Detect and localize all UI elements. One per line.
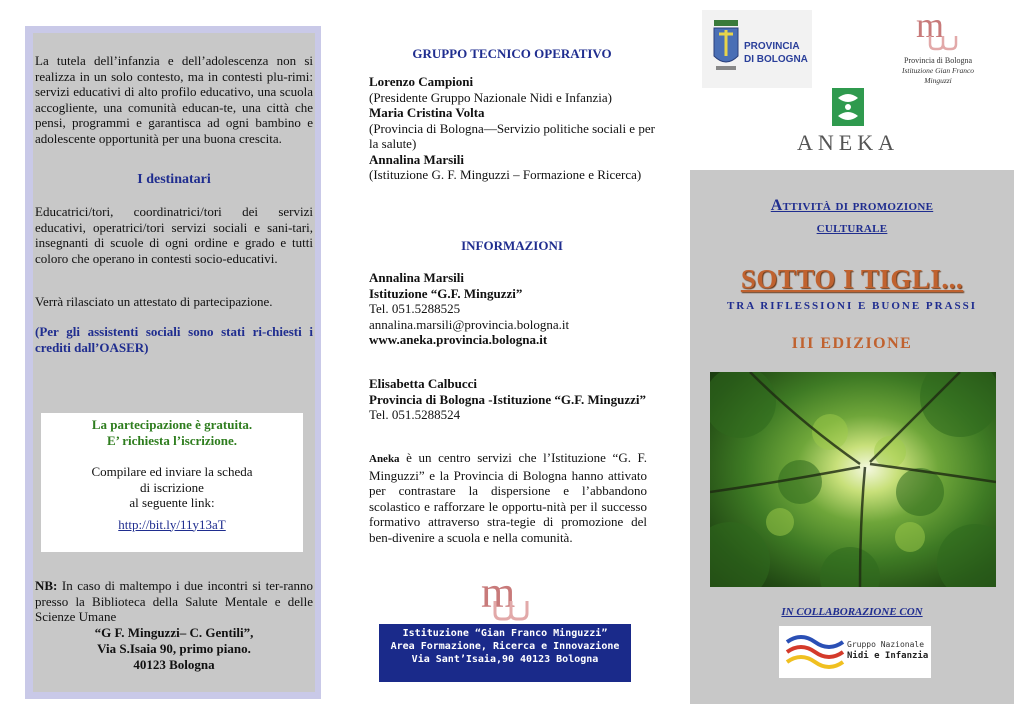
attestato-text: Verrà rilasciato un attestato di partecipazione. — [35, 294, 273, 309]
venue-name: “G F. Minguzzi– C. Gentili”, — [94, 625, 254, 640]
collaboration-label: IN COLLABORAZIONE CON — [781, 606, 923, 618]
intro-text: La tutela dell’infanzia e dell’adolescenza non si realizza in un solo contesto, ma in contesti plu-rimi: servizi educativi di alto profilo educativo, una scuola accogliente, una comunità educan-te, una città che pensi, programmi e garantisca ad ogni bambino e adolescente opportunità per una buona crescita. — [35, 53, 313, 146]
gruppo-waves-icon — [785, 632, 847, 672]
assistenti-note: (Per gli assistenti sociali sono stati ri-chiesti i crediti dall’OASER) — [35, 324, 313, 355]
tree-branches-icon — [710, 372, 996, 587]
venue-address — [35, 625, 313, 673]
gratuita-text: La partecipazione è gratuita. — [91, 417, 253, 432]
venue-street: Via S.Isaia 90, primo piano. — [97, 641, 251, 656]
contact-2 — [369, 376, 655, 423]
minguzzi-m-letter-top: m — [916, 5, 945, 45]
nb-text — [35, 578, 313, 625]
destinatari-text: Educatrici/tori, coordinatrici/tori dei servizi educativi, operatrici/tori servizi sociali e sani-tari, insegnanti di scuole di ogni ordine e grado e tutti coloro che operano in contesti socio-educativi. — [35, 204, 313, 266]
minguzzi-w-mark-icon — [928, 34, 960, 52]
member-name: Lorenzo Campioni — [369, 74, 474, 89]
institution-area: Area Formazione, Ricerca e Innovazione — [390, 641, 620, 652]
minguzzi-logo-top — [888, 5, 988, 85]
institution-name: Istituzione “Gian Franco Minguzzi” — [402, 628, 608, 639]
destinatari-heading: I destinatari — [137, 172, 211, 187]
link-intro-text: al seguente link: — [129, 495, 215, 510]
minguzzi-m-letter: m — [481, 568, 516, 617]
iscrizione-text: E’ richiesta l’iscrizione. — [106, 432, 238, 448]
member-role: (Presidente Gruppo Nazionale Nidi e Infanzia) — [369, 89, 612, 105]
contact-web[interactable]: www.aneka.provincia.bologna.it — [369, 332, 548, 347]
aneka-logo-text: ANEKA — [797, 130, 899, 155]
info-heading: INFORMAZIONI — [461, 238, 563, 253]
nb-body: In caso di maltempo i due incontri si ter-ranno presso la Biblioteca della Salute Mentale e delle Scienze Umane — [35, 578, 313, 624]
scheda-text: di iscrizione — [140, 479, 204, 495]
nb-label: NB: — [35, 578, 58, 593]
registration-box — [41, 413, 303, 552]
minguzzi-logo — [477, 568, 537, 625]
contact-name: Elisabetta Calbucci — [369, 376, 477, 391]
aneka-logo — [796, 88, 900, 158]
member-name: Maria Cristina Volta — [369, 105, 485, 120]
minguzzi-logo-line2: Istituzione Gian Franco Minguzzi — [901, 66, 975, 85]
venue-city: 40123 Bologna — [133, 657, 215, 672]
gruppo-logo-line1: Gruppo Nazionale — [847, 640, 925, 649]
event-subtitle: TRA RIFLESSIONI E BUONE PRASSI — [726, 300, 978, 312]
tree-canopy-image — [710, 372, 996, 587]
coat-of-arms-icon — [710, 18, 742, 78]
contact-org: Provincia di Bologna -Istituzione “G.F. Minguzzi” — [369, 391, 646, 407]
aneka-label: Aneka — [369, 453, 400, 465]
gruppo-members — [369, 74, 655, 183]
gruppo-heading: GRUPPO TECNICO OPERATIVO — [412, 46, 612, 61]
contact-email[interactable]: annalina.marsili@provincia.bologna.it — [369, 316, 570, 332]
minguzzi-w-mark-icon — [493, 599, 533, 623]
event-title: SOTTO I TIGLI... — [740, 264, 964, 294]
member-name: Annalina Marsili — [369, 151, 464, 167]
institution-address-box — [379, 624, 631, 682]
contact-tel: Tel. 051.5288525 — [369, 301, 461, 316]
provincia-bologna-logo — [702, 10, 812, 88]
aneka-text: è un centro servizi che l’Istituzione “G. F. Minguzzi” e la Provincia di Bologna hanno attivato per contrastare la dispersione e l’abbandono scolastico e rafforzare le opportu-nità per il successo formativo attraverso stra-tegie di promozione del ben-divenire a scuola e nella comunità. — [369, 450, 647, 545]
gruppo-nazionale-logo — [779, 626, 931, 678]
aneka-symbol-icon — [832, 88, 864, 126]
contact-tel: Tel. 051.5288524 — [369, 407, 461, 422]
edition-label: III EDIZIONE — [791, 335, 913, 352]
registration-link[interactable]: http://bit.ly/11y13aT — [118, 516, 226, 532]
minguzzi-logo-line1: Provincia di Bologna — [904, 56, 972, 65]
section-title-line1: Attività di promozione — [770, 197, 934, 214]
contact-org: Istituzione “G.F. Minguzzi” — [369, 285, 523, 301]
contact-1 — [369, 270, 655, 348]
section-title-line2: culturale — [816, 219, 888, 236]
aneka-description — [369, 450, 647, 545]
institution-address: Via Sant’Isaia,90 40123 Bologna — [411, 654, 599, 665]
member-role: (Istituzione G. F. Minguzzi – Formazione e Ricerca) — [369, 167, 642, 182]
gruppo-logo-line2: Nidi e Infanzia — [847, 651, 929, 661]
provincia-logo-text: PROVINCIA DI BOLOGNA — [744, 41, 808, 65]
member-role: (Provincia di Bologna—Servizio politiche sociali e per la salute) — [369, 120, 655, 151]
compilare-text: Compilare ed inviare la scheda — [91, 464, 253, 479]
contact-name: Annalina Marsili — [369, 270, 464, 285]
